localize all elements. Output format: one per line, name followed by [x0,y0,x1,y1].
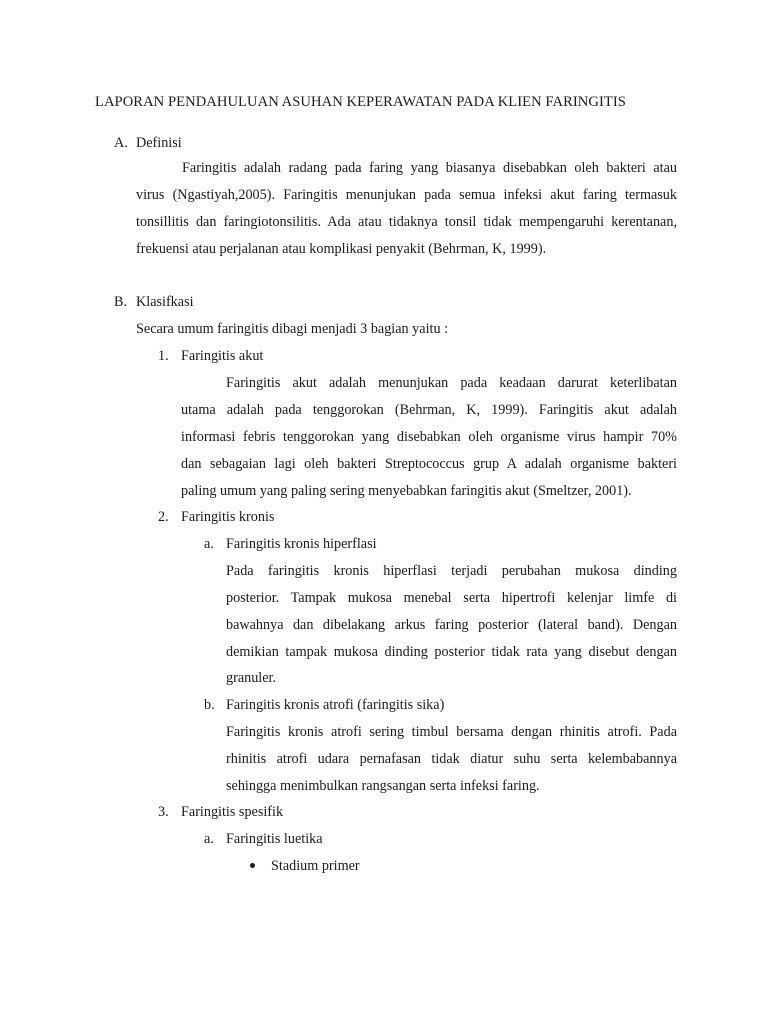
item-3-heading: Faringitis spesifik [181,804,284,820]
item-2a-line-4: demikian tampak mukosa dinding posterior tidak rata yang disebut dengan [226,644,677,660]
item-1-line-2: utama adalah pada tenggorokan (Behrman, K, 1999). Faringitis akut adalah [181,402,677,418]
item-2a-line-2: posterior. Tampak mukosa menebal serta hipertrofi kelenjar limfe di [226,590,677,606]
bullet-icon [250,863,255,868]
item-3a-bullet-1: Stadium primer [271,858,360,874]
item-2b-line-1: Faringitis kronis atrofi sering timbul bersama dengan rhinitis atrofi. Pada [226,724,677,740]
item-3a-marker: a. [204,831,214,847]
item-2a-line-5: granuler. [226,670,277,686]
item-2-heading: Faringitis kronis [181,509,275,525]
item-2a-heading: Faringitis kronis hiperflasi [226,536,377,552]
item-1-line-5: paling umum yang paling sering menyebabkan faringitis akut (Smeltzer, 2001). [181,483,632,499]
item-2b-heading: Faringitis kronis atrofi (faringitis sika) [226,697,445,713]
section-a-heading: Definisi [136,135,182,151]
section-a-marker: A. [114,135,128,151]
section-a-line-1: Faringitis adalah radang pada faring yang biasanya disebabkan oleh bakteri atau [182,160,677,176]
item-1-marker: 1. [158,348,169,364]
item-3a-heading: Faringitis luetika [226,831,323,847]
item-2a-marker: a. [204,536,214,552]
document-title: LAPORAN PENDAHULUAN ASUHAN KEPERAWATAN PADA KLIEN FARINGITIS [95,94,626,110]
item-1-line-4: dan sebagaian lagi oleh bakteri Streptococcus grup A adalah organisme bakteri [181,456,677,472]
item-1-line-3: informasi febris tenggorokan yang disebabkan oleh organisme virus hampir 70% [181,429,677,445]
item-2a-line-1: Pada faringitis kronis hiperflasi terjadi perubahan mukosa dinding [226,563,677,579]
section-a-line-3: tonsillitis dan faringiotonsilitis. Ada atau tidaknya tonsil tidak mempengaruhi kerentanan, [136,214,677,230]
section-b-marker: B. [114,294,128,310]
item-2-marker: 2. [158,509,169,525]
section-b-heading: Klasifkasi [136,294,194,310]
item-2a-line-3: bawahnya dan dibelakang arkus faring posterior (lateral band). Dengan [226,617,677,633]
item-2b-line-2: rhinitis atrofi udara pernafasan tidak diatur suhu serta kelembabannya [226,751,677,767]
item-3-marker: 3. [158,804,169,820]
item-2b-marker: b. [204,697,215,713]
section-a-line-4: frekuensi atau perjalanan atau komplikasi penyakit (Behrman, K, 1999). [136,241,547,257]
item-1-heading: Faringitis akut [181,348,264,364]
item-1-line-1: Faringitis akut adalah menunjukan pada keadaan darurat keterlibatan [226,375,677,391]
section-b-intro: Secara umum faringitis dibagi menjadi 3 bagian yaitu : [136,321,449,337]
item-2b-line-3: sehingga menimbulkan rangsangan serta infeksi faring. [226,778,540,794]
section-a-line-2: virus (Ngastiyah,2005). Faringitis menunjukan pada semua infeksi akut faring termasuk [136,187,677,203]
